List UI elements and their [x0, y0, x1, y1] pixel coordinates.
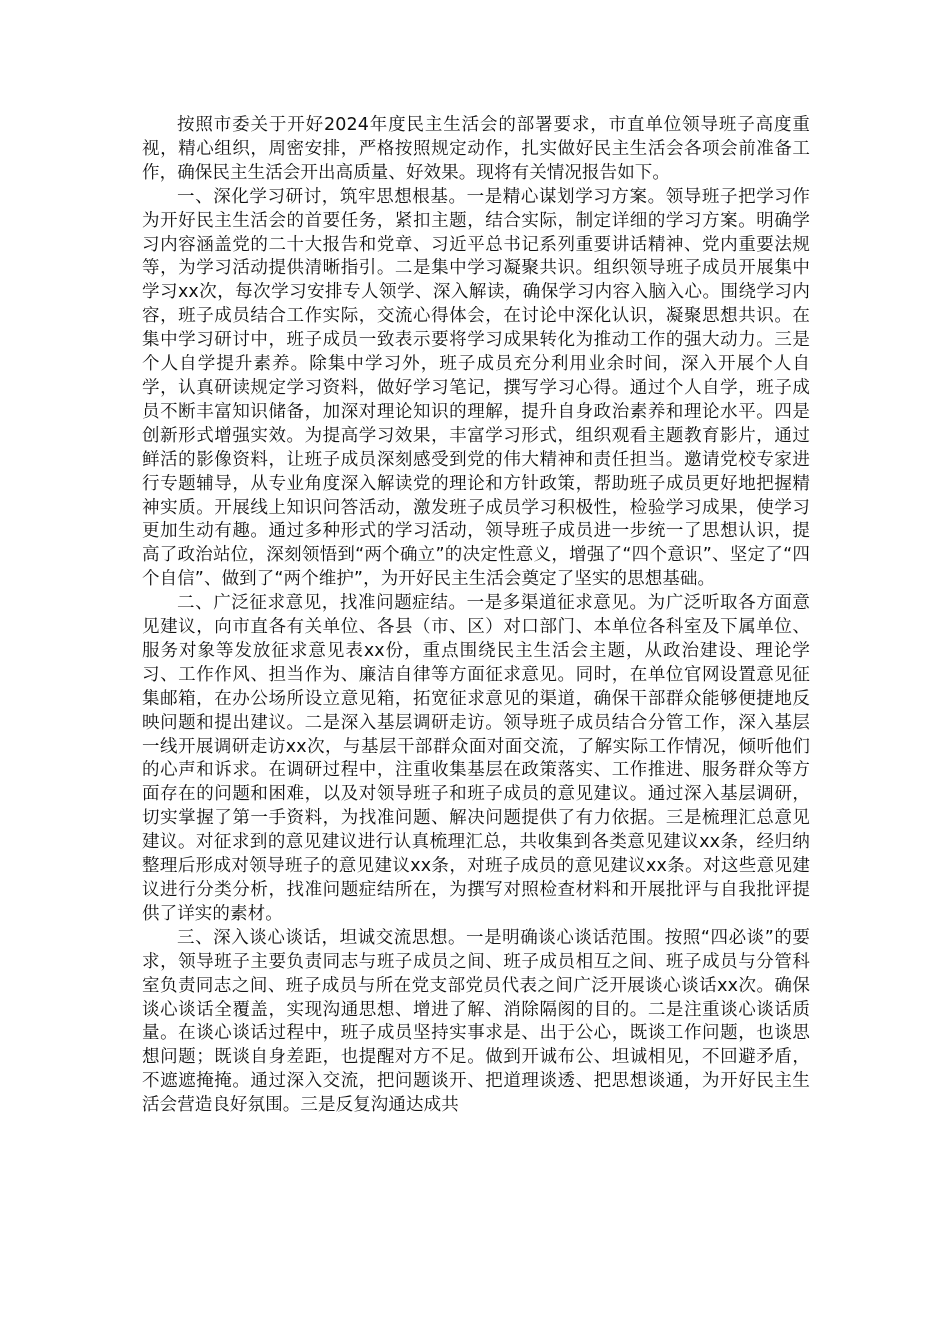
document-body — [142, 114, 810, 1118]
section-opinions-paragraph: 二、广泛征求意见，找准问题症结。一是多渠道征求意见。为广泛听取各方面意见建议，向市直各有关单位、各县（市、区）对口部门、本单位各科室及下属单位、服务对象等发放征求意见表xx份，重点围绕民主生活会主题，从政治建设、理论学习、工作作风、担当作为、廉洁自律等方面征求意见。同时，在单位官网设置意见征集邮箱，在办公场所设立意见箱，拓宽征求意见的渠道，确保干部群众能够便捷地反映问题和提出建议。二是深入基层调研走访。领导班子成员结合分管工作，深入基层一线开展调研走访xx次，与基层干部群众面对面交流，了解实际工作情况，倾听他们的心声和诉求。在调研过程中，注重收集基层在政策落实、工作推进、服务群众等方面存在的问题和困难，以及对领导班子和班子成员的意见建议。通过深入基层调研，切实掌握了第一手资料，为找准问题、解决问题提供了有力依据。三是梳理汇总意见建议。对征求到的意见建议进行认真梳理汇总，共收集到各类意见建议xx条，经归纳整理后形成对领导班子的意见建议xx条，对班子成员的意见建议xx条。对这些意见建议进行分类分析，找准问题症结所在，为撰写对照检查材料和开展批评与自我批评提供了详实的素材。 — [142, 593, 810, 924]
section-talks-paragraph: 三、深入谈心谈话，坦诚交流思想。一是明确谈心谈话范围。按照“四必谈”的要求，领导班子主要负责同志与班子成员之间、班子成员相互之间、班子成员与分管科室负责同志之间、班子成员与所在党支部党员代表之间广泛开展谈心谈话xx次。确保谈心谈话全覆盖，实现沟通思想、增进了解、消除隔阂的目的。二是注重谈心谈话质量。在谈心谈话过程中，班子成员坚持实事求是、出于公心，既谈工作问题，也谈思想问题；既谈自身差距，也提醒对方不足。做到开诚布公、坦诚相见，不回避矛盾，不遮遮掩掩。通过深入交流，把问题谈开、把道理谈透、把思想谈通，为开好民主生活会营造良好氛围。三是反复沟通达成共 — [142, 927, 810, 1116]
section-study-paragraph: 一、深化学习研讨，筑牢思想根基。一是精心谋划学习方案。领导班子把学习作为开好民主生活会的首要任务，紧扣主题，结合实际，制定详细的学习方案。明确学习内容涵盖党的二十大报告和党章、习近平总书记系列重要讲话精神、党内重要法规等，为学习活动提供清晰指引。二是集中学习凝聚共识。组织领导班子成员开展集中学习xx次，每次学习安排专人领学、深入解读，确保学习内容入脑入心。围绕学习内容，班子成员结合工作实际，交流心得体会，在讨论中深化认识，凝聚思想共识。在集中学习研讨中，班子成员一致表示要将学习成果转化为推动工作的强大动力。三是个人自学提升素养。除集中学习外，班子成员充分利用业余时间，深入开展个人自学，认真研读规定学习资料，做好学习笔记，撰写学习心得。通过个人自学，班子成员不断丰富知识储备，加深对理论知识的理解，提升自身政治素养和理论水平。四是创新形式增强实效。为提高学习效果，丰富学习形式，组织观看主题教育影片，通过鲜活的影像资料，让班子成员深刻感受到党的伟大精神和责任担当。邀请党校专家进行专题辅导，从专业角度深入解读党的理论和方针政策，帮助班子成员更好地把握精神实质。开展线上知识问答活动，激发班子成员学习积极性，检验学习成果，使学习更加生动有趣。通过多种形式的学习活动，领导班子成员进一步统一了思想认识，提高了政治站位，深刻领悟到“两个确立”的决定性意义，增强了“四个意识”、坚定了“四个自信”、做到了“两个维护”，为开好民主生活会奠定了坚实的思想基础。 — [142, 186, 810, 590]
intro-paragraph: 按照市委关于开好2024年度民主生活会的部署要求，市直单位领导班子高度重视，精心组织，周密安排，严格按照规定动作，扎实做好民主生活会各项会前准备工作，确保民主生活会开出高质量、好效果。现将有关情况报告如下。 — [142, 115, 810, 183]
